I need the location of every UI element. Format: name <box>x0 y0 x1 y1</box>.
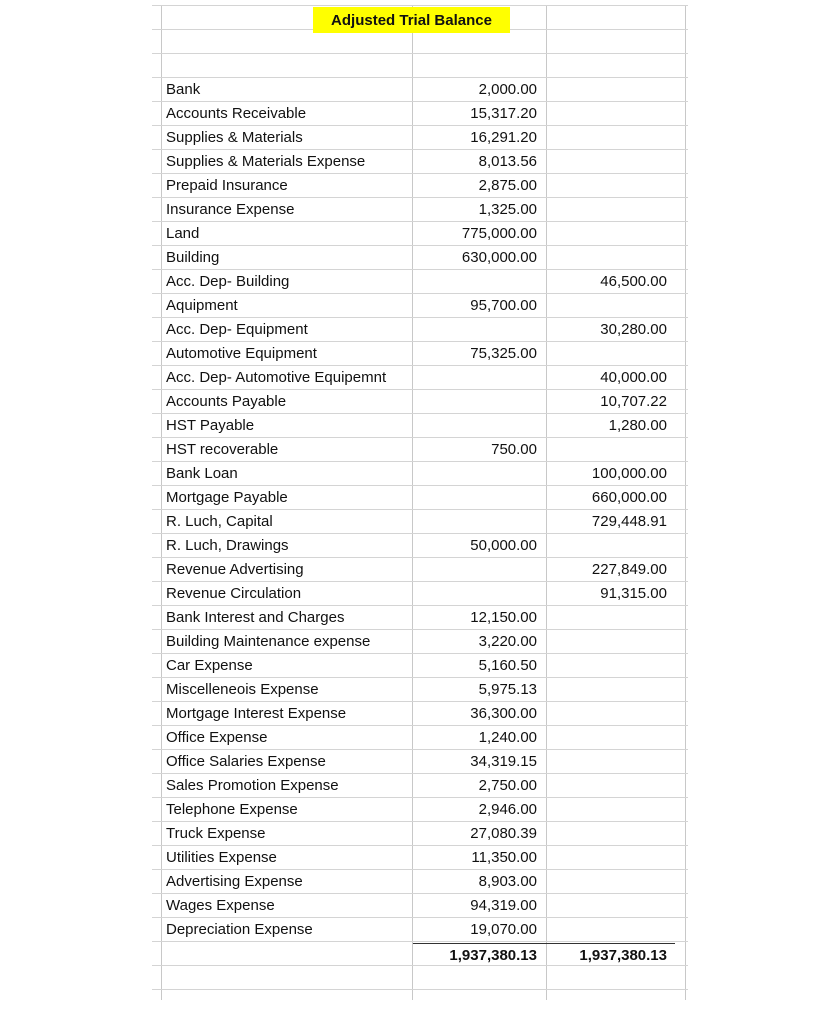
account-row <box>0 198 839 222</box>
account-row <box>0 174 839 198</box>
account-row <box>0 126 839 150</box>
credit-cell[interactable]: 46,500.00 <box>600 273 667 290</box>
account-row <box>0 150 839 174</box>
account-name-cell[interactable]: HST recoverable <box>166 441 279 458</box>
account-name-cell[interactable]: Land <box>166 225 200 242</box>
account-row <box>0 390 839 414</box>
account-name-cell[interactable]: Office Salaries Expense <box>166 753 326 770</box>
credit-cell[interactable] <box>547 198 667 222</box>
credit-cell[interactable] <box>547 846 667 870</box>
credit-cell[interactable] <box>547 174 667 198</box>
account-name-cell[interactable]: Acc. Dep- Automotive Equipemnt <box>166 369 387 386</box>
debit-cell[interactable]: 8,903.00 <box>478 873 537 890</box>
account-row <box>0 294 839 318</box>
account-row <box>0 678 839 702</box>
debit-cell[interactable] <box>413 318 537 342</box>
account-name-cell[interactable]: Revenue Circulation <box>166 585 302 602</box>
debit-cell[interactable]: 1,240.00 <box>478 729 537 746</box>
debit-cell[interactable]: 8,013.56 <box>478 153 537 170</box>
account-row <box>0 726 839 750</box>
debit-cell[interactable]: 750.00 <box>491 441 537 458</box>
grid-row-line <box>152 53 688 54</box>
debit-cell[interactable]: 50,000.00 <box>470 537 537 554</box>
debit-cell[interactable]: 775,000.00 <box>461 225 537 242</box>
credit-cell[interactable] <box>547 222 667 246</box>
credit-cell[interactable]: 100,000.00 <box>591 465 667 482</box>
credit-cell[interactable] <box>547 702 667 726</box>
sheet-title[interactable]: Adjusted Trial Balance <box>313 7 510 33</box>
account-row <box>0 750 839 774</box>
account-name-cell[interactable]: Prepaid Insurance <box>166 177 288 194</box>
credit-cell[interactable] <box>547 342 667 366</box>
debit-cell[interactable] <box>413 270 537 294</box>
credit-cell[interactable] <box>547 726 667 750</box>
account-name-cell[interactable]: Office Expense <box>166 729 268 746</box>
debit-cell[interactable]: 5,975.13 <box>478 681 537 698</box>
account-name-cell[interactable]: Advertising Expense <box>166 873 303 890</box>
credit-cell[interactable] <box>547 774 667 798</box>
debit-cell[interactable]: 12,150.00 <box>470 609 537 626</box>
account-row <box>0 318 839 342</box>
account-name-cell[interactable]: Depreciation Expense <box>166 921 313 938</box>
credit-total-cell[interactable]: 1,937,380.13 <box>579 947 667 964</box>
account-name-cell[interactable]: Telephone Expense <box>166 801 298 818</box>
debit-cell[interactable]: 1,325.00 <box>478 201 537 218</box>
credit-cell[interactable]: 1,280.00 <box>608 417 667 434</box>
debit-cell[interactable]: 3,220.00 <box>478 633 537 650</box>
account-row <box>0 822 839 846</box>
account-name-cell[interactable]: Accounts Payable <box>166 393 287 410</box>
debit-cell[interactable]: 2,000.00 <box>478 81 537 98</box>
debit-cell[interactable] <box>413 510 537 534</box>
credit-cell[interactable] <box>547 606 667 630</box>
debit-cell[interactable]: 27,080.39 <box>470 825 537 842</box>
account-row <box>0 702 839 726</box>
credit-cell[interactable] <box>547 438 667 462</box>
account-row <box>0 846 839 870</box>
debit-cell[interactable]: 16,291.20 <box>470 129 537 146</box>
account-name-cell[interactable]: Truck Expense <box>166 825 266 842</box>
credit-cell[interactable]: 227,849.00 <box>591 561 667 578</box>
account-name-cell[interactable]: Insurance Expense <box>166 201 295 218</box>
debit-cell[interactable] <box>413 462 537 486</box>
account-name-cell[interactable]: Bank <box>166 81 201 98</box>
account-row <box>0 486 839 510</box>
account-name-cell[interactable]: Automotive Equipment <box>166 345 317 362</box>
account-name-cell[interactable]: Car Expense <box>166 657 253 674</box>
debit-cell[interactable]: 5,160.50 <box>478 657 537 674</box>
account-name-cell[interactable]: Utilities Expense <box>166 849 277 866</box>
account-row <box>0 102 839 126</box>
account-name-cell[interactable]: Wages Expense <box>166 897 275 914</box>
account-row <box>0 342 839 366</box>
credit-cell[interactable] <box>547 654 667 678</box>
account-name-cell[interactable]: Acc. Dep- Equipment <box>166 321 308 338</box>
debit-cell[interactable]: 15,317.20 <box>470 105 537 122</box>
account-row <box>0 462 839 486</box>
account-row <box>0 438 839 462</box>
debit-cell[interactable]: 36,300.00 <box>470 705 537 722</box>
account-name-cell[interactable]: Supplies & Materials <box>166 129 303 146</box>
account-name-cell[interactable]: Mortgage Payable <box>166 489 288 506</box>
credit-cell[interactable] <box>547 150 667 174</box>
account-row <box>0 414 839 438</box>
account-row <box>0 582 839 606</box>
account-row <box>0 918 839 942</box>
account-name-cell[interactable]: R. Luch, Capital <box>166 513 273 530</box>
credit-cell[interactable] <box>547 126 667 150</box>
account-row <box>0 78 839 102</box>
debit-cell[interactable] <box>413 558 537 582</box>
account-name-cell[interactable]: Mortgage Interest Expense <box>166 705 347 722</box>
account-name-cell[interactable]: Accounts Receivable <box>166 105 307 122</box>
account-row <box>0 510 839 534</box>
account-name-cell[interactable]: Revenue Advertising <box>166 561 304 578</box>
grid-row-line <box>152 5 688 6</box>
account-name-cell[interactable]: HST Payable <box>166 417 255 434</box>
debit-cell[interactable] <box>413 414 537 438</box>
debit-cell[interactable]: 11,350.00 <box>471 849 537 866</box>
account-row <box>0 222 839 246</box>
grid-row-line <box>152 989 688 990</box>
account-name-cell[interactable]: Aquipment <box>166 297 238 314</box>
credit-cell[interactable] <box>547 870 667 894</box>
totals-row <box>0 944 839 968</box>
account-row <box>0 534 839 558</box>
credit-cell[interactable] <box>547 102 667 126</box>
account-row <box>0 246 839 270</box>
account-name-cell[interactable]: Supplies & Materials Expense <box>166 153 366 170</box>
credit-cell[interactable] <box>547 750 667 774</box>
account-name-cell[interactable]: Sales Promotion Expense <box>166 777 339 794</box>
credit-cell[interactable] <box>547 78 667 102</box>
account-row <box>0 558 839 582</box>
account-name-cell[interactable]: Building <box>166 249 220 266</box>
debit-cell[interactable]: 2,750.00 <box>478 777 537 794</box>
credit-cell[interactable] <box>547 678 667 702</box>
account-name-cell[interactable]: Bank Loan <box>166 465 238 482</box>
debit-cell[interactable]: 2,946.00 <box>478 801 537 818</box>
account-row <box>0 798 839 822</box>
credit-cell[interactable] <box>547 822 667 846</box>
account-row <box>0 774 839 798</box>
debit-cell[interactable]: 94,319.00 <box>470 897 537 914</box>
credit-cell[interactable] <box>547 246 667 270</box>
account-row <box>0 606 839 630</box>
account-name-cell[interactable]: Miscelleneois Expense <box>166 681 319 698</box>
debit-cell[interactable]: 95,700.00 <box>470 297 537 314</box>
credit-cell[interactable]: 10,707.22 <box>600 393 667 410</box>
credit-cell[interactable] <box>547 894 667 918</box>
credit-cell[interactable]: 40,000.00 <box>600 369 667 386</box>
debit-cell[interactable]: 630,000.00 <box>461 249 537 266</box>
debit-cell[interactable]: 34,319.15 <box>470 753 537 770</box>
debit-cell[interactable]: 2,875.00 <box>478 177 537 194</box>
credit-cell[interactable]: 30,280.00 <box>600 321 667 338</box>
account-row <box>0 366 839 390</box>
debit-cell[interactable] <box>413 486 537 510</box>
account-name-cell[interactable]: Building Maintenance expense <box>166 633 371 650</box>
debit-total-cell[interactable]: 1,937,380.13 <box>449 947 537 964</box>
credit-cell[interactable] <box>547 294 667 318</box>
debit-cell[interactable]: 19,070.00 <box>470 921 537 938</box>
debit-cell[interactable]: 75,325.00 <box>470 345 537 362</box>
account-row <box>0 270 839 294</box>
account-name-cell[interactable]: Acc. Dep- Building <box>166 273 290 290</box>
account-row <box>0 894 839 918</box>
credit-cell[interactable] <box>547 630 667 654</box>
debit-cell[interactable] <box>413 582 537 606</box>
credit-cell[interactable]: 729,448.91 <box>591 513 667 530</box>
account-name-cell[interactable]: Bank Interest and Charges <box>166 609 345 626</box>
account-row <box>0 630 839 654</box>
credit-cell[interactable] <box>547 798 667 822</box>
account-row <box>0 654 839 678</box>
credit-cell[interactable] <box>547 534 667 558</box>
debit-cell[interactable] <box>413 390 537 414</box>
account-name-cell[interactable]: R. Luch, Drawings <box>166 537 289 554</box>
credit-cell[interactable]: 91,315.00 <box>600 585 667 602</box>
account-row <box>0 870 839 894</box>
credit-cell[interactable]: 660,000.00 <box>591 489 667 506</box>
debit-cell[interactable] <box>413 366 537 390</box>
total-underline <box>413 943 675 944</box>
credit-cell[interactable] <box>547 918 667 942</box>
